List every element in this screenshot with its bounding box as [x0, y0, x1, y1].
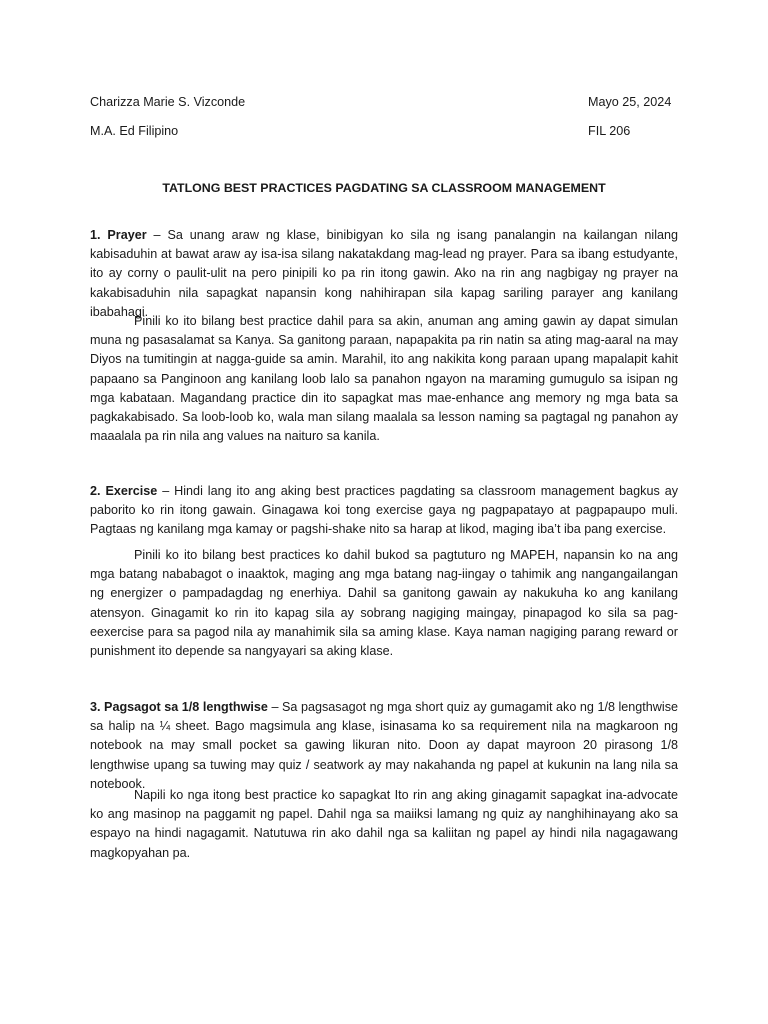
- section-1-intro-text: – Sa unang araw ng klase, binibigyan ko sila ng isang panalangin na kailangan nilang kabisaduhin at bawat araw ay isa-isa silang nakatakdang mag-lead ng prayer. Para sa ibang estudyante, ito ay corny o paulit-ulit na pero pinipili ko pa rin itong gawin. Ako na rin ang nagbigay ng prayer na kakabisaduhin nila sapagkat napansin kong nahihirapan sila kapag sariling parayer ang kanilang ibabahagi.: [90, 228, 679, 319]
- section-2-intro: [90, 482, 678, 540]
- section-3-intro-text: – Sa pagsasagot ng mga short quiz ay gumagamit ako ng 1/8 lengthwise sa halip na ¼ sheet. Bago magsimula ang klase, isinasama ko sa requirement nila na magkaroon ng notebook na may small pocket sa gawing likuran nito. Doon ay dapat mayroon 20 pirasong 1/8 lengthwise upang sa tuwing may quiz / seatwork ay may nakahanda ng papel at kukunin na lang nila sa notebook.: [90, 700, 678, 791]
- section-1-intro: [90, 226, 678, 322]
- section-3-body: Napili ko nga itong best practice ko sapagkat Ito rin ang aking ginagamit sapagkat ina-advocate ko ang masinop na paggamit ng papel. Dahil nga sa maiiksi lamang ng quiz ay nanghihinayang ako sa espayo na hindi nagagamit. Natutuwa rin ako dahil nga sa kaliitan ng papel ay hindi nila nagagawang magkopyahan pa.: [90, 788, 678, 860]
- course-code: FIL 206: [588, 124, 631, 138]
- document-title: TATLONG BEST PRACTICES PAGDATING SA CLASSROOM MANAGEMENT: [162, 181, 606, 195]
- section-2-heading: 2. Exercise: [90, 484, 158, 498]
- section-1-body: Pinili ko ito bilang best practice dahil para sa akin, anuman ang aming gawin ay dapat simulan muna ng pasasalamat sa Kanya. Sa ganitong paraan, napapakita pa rin natin sa ating mag-aaral na may Diyos na tumitingin at nagga-guide sa amin. Marahil, ito ang nakikita kong paraan upang mapalapit kahit papaano sa Panginoon ang kanilang loob lalo sa panahon ngayon na maraming gumugulo sa isipan ng mga kabataan. Magandang practice din ito sapagkat mas mae-enhance ang memory ng mga bata sa pagkakabisado. Sa loob-loob ko, wala man silang maalala sa lesson naming sa pagtagal ng panahon ay maaalala pa rin nila ang values na naituro sa kanila.: [90, 314, 678, 444]
- section-2-intro-text: – Hindi lang ito ang aking best practices pagdating sa classroom management bagkus ay paborito ko rin itong gawain. Ginagawa koi tong exercise gaya ng pagpapatayo at pagpapaupo muli. Pagtaas ng kanilang mga kamay or pagshi-shake nito sa harap at likod, maging iba’t iba pang exercise.: [90, 484, 678, 537]
- program-name: M.A. Ed Filipino: [90, 124, 179, 138]
- document-date: Mayo 25, 2024: [588, 95, 672, 109]
- author-name: Charizza Marie S. Vizconde: [90, 95, 246, 109]
- section-1-heading: 1. Prayer: [90, 228, 147, 242]
- section-3-intro: [90, 698, 678, 794]
- section-3-heading: 3. Pagsagot sa 1/8 lengthwise: [90, 700, 268, 714]
- section-2-body: Pinili ko ito bilang best practices ko dahil bukod sa pagtuturo ng MAPEH, napansin ko na ang mga batang nababagot o inaaktok, maging ang mga batang nag-iingay o tahimik ang nangangailangan ng energizer o pampadagdag ng enerhiya. Dahil sa ganitong gawain ay nakukuha ko ang kanilang atensyon. Ginagamit ko rin ito kapag sila ay sobrang nagiging maingay, pinapagod ko sila sa pag-eexercise para sa pagod nila ay manahimik sila sa aming klase. Kaya naman nagiging parang reward or punishment ito depende sa nangyayari sa aking klase.: [90, 548, 678, 659]
